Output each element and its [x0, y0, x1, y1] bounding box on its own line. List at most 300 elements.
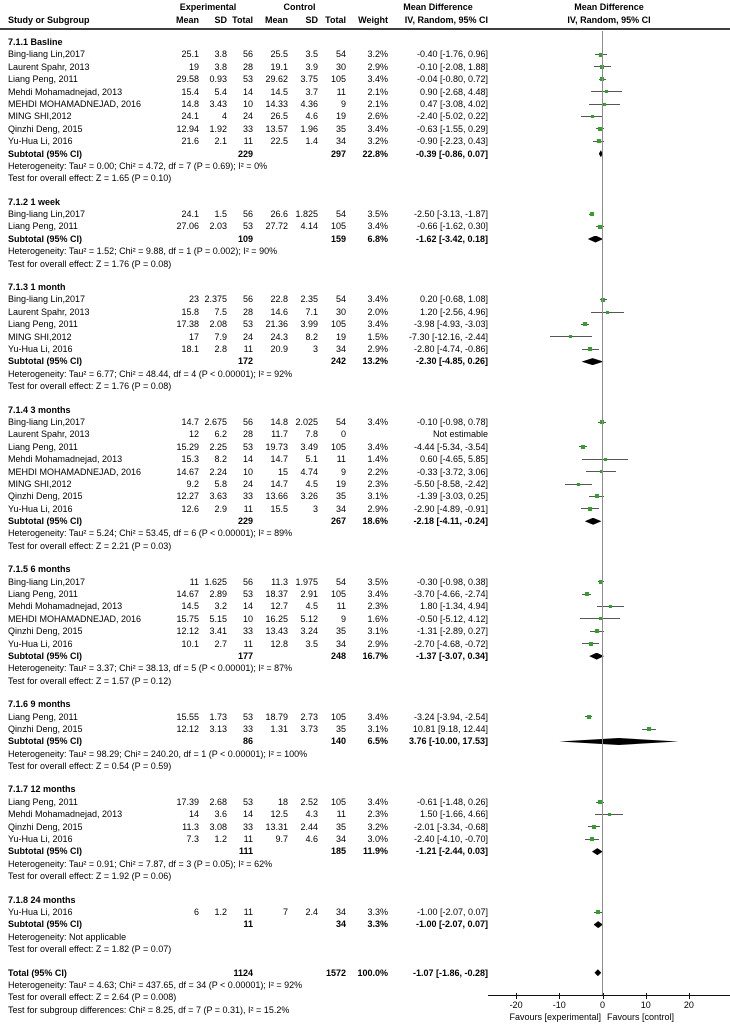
exp-mean: 11 [189, 576, 199, 587]
pooled-plot-cell [488, 735, 730, 747]
exp-total: 10 [242, 98, 253, 109]
ctl-sd: 2.025 [295, 416, 318, 427]
study-label: Mehdi Mohamadnejad, 2013 [8, 86, 123, 97]
exp-sd: 3.6 [214, 809, 227, 820]
ctl-sd [288, 650, 318, 662]
section-gap [0, 393, 730, 404]
meta-text: Test for subgroup differences: Chi² = 8.25, df = 7 (P = 0.31), I² = 15.2% [8, 1004, 290, 1015]
exp-total: 53 [242, 796, 253, 807]
weight-value: 1.5% [367, 331, 388, 342]
ci-text: -2.40 [-4.10, -0.70] [413, 834, 488, 845]
ctl-total: 185 [330, 846, 346, 857]
exp-total: 229 [237, 148, 253, 159]
ci-text: -1.37 [-3.07, 0.34] [415, 650, 488, 661]
ctl-total: 140 [330, 736, 346, 747]
ci-text: -0.40 [-1.76, 0.96] [416, 49, 488, 60]
study-row [0, 906, 730, 918]
exp-sd: 2.68 [209, 796, 227, 807]
ci-text: 3.76 [-10.00, 17.53] [408, 736, 488, 747]
exp-sd: 3.08 [209, 821, 227, 832]
study-row [0, 821, 730, 833]
ctl-sd: 3 [312, 503, 318, 514]
ctl-sd: 2.4 [305, 907, 318, 917]
ctl-mean: 14.7 [270, 478, 288, 489]
section-gap [0, 956, 730, 967]
study-label: Liang Peng, 2011 [8, 441, 78, 452]
study-label: Qinzhi Deng, 2015 [8, 491, 83, 502]
study-row [0, 123, 730, 135]
section-title-label: 7.1.5 6 months [8, 564, 71, 575]
exp-mean: 29.58 [176, 74, 199, 85]
exp-total: 11 [243, 503, 253, 514]
forest-rows [0, 30, 730, 1016]
ctl-total: 34 [335, 136, 346, 147]
study-plot-cell [488, 110, 730, 122]
ctl-sd: 3.24 [300, 626, 318, 637]
ci-text: -0.63 [-1.55, 0.29] [416, 123, 488, 134]
ctl-total: 242 [330, 356, 346, 367]
weight-value: 3.2% [367, 136, 388, 147]
study-row [0, 331, 730, 343]
subtotal-row [0, 233, 730, 245]
ctl-sd: 4.5 [305, 601, 318, 612]
col-header-ctl-sd: SD [305, 15, 318, 25]
weight-value: 2.3% [367, 478, 388, 489]
ci-text: -3.98 [-4.93, -3.03] [413, 319, 488, 330]
section-title-label: 7.1.7 12 months [8, 784, 76, 795]
study-plot-cell [488, 208, 730, 220]
ci-text: -1.07 [-1.86, -0.28] [412, 967, 488, 978]
weight-value [346, 428, 388, 440]
ci-text: -5.50 [-8.58, -2.42] [413, 478, 488, 489]
ctl-mean: 14.8 [270, 416, 288, 427]
weight-value: 3.3% [367, 907, 388, 917]
section-gap [0, 772, 730, 783]
exp-mean: 14.7 [181, 416, 199, 427]
study-label: Liang Peng, 2011 [8, 319, 78, 330]
study-row [0, 588, 730, 600]
exp-sd [199, 148, 227, 160]
ctl-total: 248 [330, 650, 346, 661]
section-title-label: 7.1.4 3 months [8, 404, 71, 415]
ci-text: 1.80 [-1.34, 4.94] [419, 601, 488, 612]
ctl-total: 54 [335, 209, 346, 220]
section-gap [0, 552, 730, 563]
column-group-mean-difference-plot: Mean Difference [574, 2, 644, 12]
section-title [0, 783, 730, 795]
pooled-label: Subtotal (95% CI) [8, 516, 83, 527]
pooled-diamond [588, 236, 604, 243]
study-label: Bing-liang Lin,2017 [8, 209, 86, 220]
ctl-mean: 25.5 [270, 49, 288, 60]
weight-value: 2.9% [367, 638, 388, 649]
ctl-sd [288, 355, 318, 367]
ci-text: 1.50 [-1.66, 4.66] [419, 809, 488, 820]
ctl-mean: 19.1 [270, 61, 288, 72]
ctl-sd: 8.2 [305, 331, 318, 342]
study-label: Mehdi Mohamadnejad, 2013 [8, 601, 123, 612]
axis-tick-label: 0 [600, 1000, 606, 1010]
ctl-sd: 2.73 [300, 711, 318, 722]
weight-value: 2.1% [367, 86, 388, 97]
study-plot-cell [488, 48, 730, 60]
ctl-mean: 16.25 [265, 613, 288, 624]
ctl-total: 35 [335, 626, 346, 637]
ctl-total: 1572 [325, 967, 346, 978]
ctl-mean: 13.57 [265, 123, 288, 134]
overall-effect-note [0, 258, 730, 270]
exp-mean: 12.6 [181, 503, 199, 514]
exp-sd: 2.89 [209, 589, 227, 600]
weight-value: 22.8% [362, 148, 388, 159]
pooled-label: Subtotal (95% CI) [8, 148, 83, 159]
study-plot-cell [488, 428, 730, 440]
ci-text: -2.70 [-4.68, -0.72] [413, 638, 488, 649]
ctl-sd: 2.52 [300, 796, 318, 807]
exp-sd: 3.8 [214, 49, 227, 60]
exp-mean [163, 650, 199, 662]
subtotal-row [0, 515, 730, 527]
meta-text: Test for overall effect: Z = 1.57 (P = 0.12) [8, 675, 172, 686]
ctl-total: 19 [335, 111, 346, 122]
table-header [0, 0, 730, 30]
exp-sd: 4 [221, 111, 227, 122]
effect-marker [596, 910, 600, 914]
weight-value: 2.3% [367, 809, 388, 820]
study-row [0, 711, 730, 723]
exp-total: 56 [242, 294, 253, 305]
section-title [0, 281, 730, 293]
ctl-total: 297 [330, 148, 346, 159]
ctl-mean [253, 967, 288, 979]
heterogeneity-note [0, 368, 730, 380]
study-row [0, 306, 730, 318]
exp-mean: 15.55 [176, 711, 199, 722]
axis-tick-label: -20 [509, 1000, 523, 1010]
ctl-total: 54 [335, 294, 346, 305]
exp-sd: 3.63 [209, 491, 227, 502]
study-plot-cell [488, 588, 730, 600]
exp-mean [163, 148, 199, 160]
pooled-diamond [559, 738, 678, 745]
pooled-label: Subtotal (95% CI) [8, 233, 83, 244]
heterogeneity-note [0, 245, 730, 257]
exp-total: 229 [237, 516, 253, 527]
weight-value: 3.4% [367, 416, 388, 427]
study-label: Laurent Spahr, 2013 [8, 306, 90, 317]
ctl-sd: 4.6 [305, 834, 318, 845]
exp-sd: 1.625 [204, 576, 227, 587]
subtotal-row [0, 148, 730, 160]
exp-total: 53 [242, 441, 253, 452]
meta-text: Test for overall effect: Z = 2.64 (P = 0.008) [8, 992, 177, 1003]
ctl-sd: 3.5 [305, 638, 318, 649]
study-label: Liang Peng, 2011 [8, 221, 78, 232]
ctl-mean [253, 148, 288, 160]
study-row [0, 613, 730, 625]
ctl-sd: 4.5 [305, 478, 318, 489]
weight-value: 2.1% [367, 98, 388, 109]
x-axis-line [488, 995, 730, 996]
ctl-mean: 13.31 [265, 821, 288, 832]
section-gap [0, 185, 730, 196]
exp-total: 109 [237, 233, 253, 244]
study-row [0, 441, 730, 453]
ctl-mean: 14.5 [270, 86, 288, 97]
exp-total: 24 [242, 331, 253, 342]
weight-value: 1.4% [367, 454, 388, 465]
study-row [0, 220, 730, 232]
ctl-sd: 3.26 [300, 491, 318, 502]
overall-effect-note [0, 540, 730, 552]
meta-text: Heterogeneity: Not applicable [8, 931, 127, 942]
ctl-sd: 4.36 [300, 98, 318, 109]
weight-value: 11.9% [362, 846, 388, 857]
exp-sd: 2.675 [204, 416, 227, 427]
ctl-total: 34 [335, 834, 346, 845]
weight-value: 3.4% [367, 589, 388, 600]
overall-effect-note [0, 870, 730, 882]
exp-sd: 3.8 [214, 61, 227, 72]
study-label: Yu-Hua Li, 2016 [8, 638, 73, 649]
ctl-mean: 12.8 [270, 638, 288, 649]
study-label: Mehdi Mohamadnejad, 2013 [8, 454, 123, 465]
exp-total: 28 [242, 306, 253, 317]
exp-mean [163, 233, 199, 245]
exp-total: 177 [237, 650, 253, 661]
study-plot-cell [488, 61, 730, 73]
ci-text: Not estimable [432, 429, 488, 440]
effect-marker [595, 494, 599, 498]
study-plot-cell [488, 625, 730, 637]
exp-mean [163, 918, 199, 930]
ctl-total: 9 [340, 613, 346, 624]
ctl-total: 34 [335, 907, 346, 917]
exp-mean: 23 [188, 294, 199, 305]
exp-total: 33 [242, 123, 253, 134]
study-plot-cell [488, 343, 730, 355]
exp-sd [199, 233, 227, 245]
weight-value: 2.0% [367, 306, 388, 317]
study-label: Yu-Hua Li, 2016 [8, 503, 73, 514]
weight-value: 3.1% [367, 723, 388, 734]
ctl-total: 35 [335, 723, 346, 734]
effect-marker [606, 311, 609, 314]
study-row [0, 61, 730, 73]
exp-total: 33 [242, 723, 253, 734]
section-title [0, 196, 730, 208]
study-row [0, 625, 730, 637]
ctl-mean: 18 [277, 796, 288, 807]
exp-mean [163, 515, 199, 527]
ctl-mean: 15 [277, 466, 288, 477]
ctl-total: 34 [335, 503, 346, 514]
ctl-mean: 18.79 [265, 711, 288, 722]
section-title-label: 7.1.2 1 week [8, 196, 61, 207]
exp-total: 11 [243, 907, 253, 917]
ctl-mean: 15.5 [270, 503, 288, 514]
ci-text: -2.50 [-3.13, -1.87] [413, 209, 488, 220]
exp-total: 56 [242, 209, 253, 220]
ctl-total: 35 [335, 821, 346, 832]
study-label: Qinzhi Deng, 2015 [8, 723, 83, 734]
study-plot-cell [488, 73, 730, 85]
weight-value: 16.7% [362, 650, 388, 661]
exp-total: 11 [243, 136, 253, 147]
ctl-total: 105 [330, 74, 346, 85]
study-plot-cell [488, 711, 730, 723]
effect-marker [588, 507, 592, 511]
ci-text: -2.01 [-3.34, -0.68] [413, 821, 488, 832]
meta-text: Heterogeneity: Tau² = 1.52; Chi² = 9.88, df = 1 (P = 0.002); I² = 90% [8, 246, 278, 257]
heterogeneity-note [0, 662, 730, 674]
exp-sd: 3.41 [209, 626, 227, 637]
exp-sd [199, 515, 227, 527]
ctl-sd: 4.3 [305, 809, 318, 820]
exp-sd: 1.2 [214, 907, 227, 917]
study-plot-cell [488, 466, 730, 478]
exp-sd: 5.15 [209, 613, 227, 624]
exp-sd [199, 735, 227, 747]
exp-sd: 2.03 [209, 221, 227, 232]
study-row [0, 135, 730, 147]
ci-text: -0.10 [-0.98, 0.78] [416, 416, 488, 427]
weight-value: 2.6% [367, 111, 388, 122]
exp-sd [199, 967, 227, 979]
exp-total: 14 [242, 454, 253, 465]
axis-tick-label: 20 [683, 1000, 694, 1010]
ci-text: -3.24 [-3.94, -2.54] [413, 711, 488, 722]
ctl-total: 54 [335, 576, 346, 587]
weight-value: 100.0% [357, 967, 388, 978]
ctl-sd: 1.975 [295, 576, 318, 587]
exp-sd: 2.9 [214, 503, 227, 514]
study-plot-cell [488, 808, 730, 820]
study-row [0, 416, 730, 428]
ctl-total: 30 [335, 61, 346, 72]
pooled-plot-cell [488, 233, 730, 245]
ctl-sd [288, 515, 318, 527]
weight-value: 18.6% [362, 516, 388, 527]
ctl-mean: 11.7 [271, 429, 288, 440]
exp-total: 10 [242, 613, 253, 624]
zero-effect-line [602, 31, 603, 995]
exp-mean: 12.12 [176, 723, 199, 734]
ctl-total: 9 [340, 466, 346, 477]
subtotal-row [0, 650, 730, 662]
ctl-total: 54 [335, 416, 346, 427]
exp-mean: 25.1 [181, 49, 199, 60]
ctl-sd: 3.99 [300, 319, 318, 330]
study-row [0, 48, 730, 60]
meta-text: Heterogeneity: Tau² = 0.00; Chi² = 4.72, df = 7 (P = 0.69); I² = 0% [8, 160, 268, 171]
exp-mean: 15.4 [181, 86, 199, 97]
ctl-total: 19 [335, 331, 346, 342]
ctl-mean: 22.5 [270, 136, 288, 147]
exp-mean [163, 967, 199, 979]
exp-total: 111 [238, 846, 253, 857]
weight-value: 3.3% [367, 919, 388, 930]
col-header-ctl-mean: Mean [264, 15, 288, 25]
study-label: MEHDI MOHAMADNEJAD, 2016 [8, 98, 142, 109]
pooled-label: Total (95% CI) [8, 967, 67, 978]
study-row [0, 293, 730, 305]
ctl-mean: 19.73 [265, 441, 288, 452]
exp-sd: 7.9 [214, 331, 227, 342]
ctl-mean: 29.62 [265, 74, 288, 85]
exp-total: 53 [242, 589, 253, 600]
study-row [0, 796, 730, 808]
section-title-label: 7.1.1 Basline [8, 37, 63, 47]
exp-sd [199, 845, 227, 857]
exp-mean: 14 [188, 809, 199, 820]
ctl-total: 105 [330, 221, 346, 232]
pooled-label: Subtotal (95% CI) [8, 356, 83, 367]
weight-value: 3.1% [367, 626, 388, 637]
ctl-mean: 13.66 [265, 491, 288, 502]
study-label: Laurent Spahr, 2013 [8, 429, 90, 440]
study-row [0, 723, 730, 735]
exp-mean: 7.3 [186, 834, 199, 845]
weight-value: 3.4% [367, 319, 388, 330]
effect-marker [609, 605, 612, 608]
exp-total: 28 [242, 61, 253, 72]
ctl-mean [253, 355, 288, 367]
ctl-mean: 26.5 [270, 111, 288, 122]
ctl-total: 30 [335, 306, 346, 317]
ctl-sd: 7.8 [305, 429, 318, 440]
exp-total: 86 [242, 736, 253, 747]
pooled-label: Subtotal (95% CI) [8, 650, 83, 661]
ci-text: 0.60 [-4.65, 5.85] [419, 454, 488, 465]
study-plot-cell [488, 503, 730, 515]
study-plot-cell [488, 796, 730, 808]
ctl-sd: 1.825 [295, 209, 318, 220]
exp-mean: 17 [188, 331, 199, 342]
study-plot-cell [488, 723, 730, 735]
ctl-sd: 3.9 [305, 61, 318, 72]
pooled-plot-cell [488, 148, 730, 160]
ctl-sd [288, 233, 318, 245]
ci-text: -1.21 [-2.44, 0.03] [415, 846, 488, 857]
axis-tick-label: -10 [552, 1000, 566, 1010]
subtotal-row [0, 735, 730, 747]
exp-total: 11 [243, 919, 253, 930]
exp-total: 53 [242, 221, 253, 232]
ci-text: 0.47 [-3.08, 4.02] [419, 98, 488, 109]
study-label: Qinzhi Deng, 2015 [8, 626, 83, 637]
ci-text: -1.00 [-2.07, 0.07] [415, 919, 488, 930]
heterogeneity-note [0, 748, 730, 760]
ctl-mean [253, 735, 288, 747]
effect-marker [603, 103, 606, 106]
ctl-total: 19 [335, 478, 346, 489]
pooled-plot-cell [488, 918, 730, 930]
col-header-ci-plot: IV, Random, 95% CI [567, 15, 651, 25]
ctl-sd: 4.14 [300, 221, 318, 232]
exp-mean [163, 735, 199, 747]
study-label: Bing-liang Lin,2017 [8, 49, 86, 60]
section-title [0, 563, 730, 575]
ctl-mean [253, 515, 288, 527]
meta-text: Test for overall effect: Z = 0.54 (P = 0.59) [8, 761, 172, 772]
exp-sd: 5.4 [214, 86, 227, 97]
exp-sd: 5.8 [214, 478, 227, 489]
ci-text: 0.90 [-2.68, 4.48] [419, 86, 488, 97]
ctl-total: 35 [335, 491, 346, 502]
exp-total: 24 [242, 111, 253, 122]
study-plot-cell [488, 416, 730, 428]
